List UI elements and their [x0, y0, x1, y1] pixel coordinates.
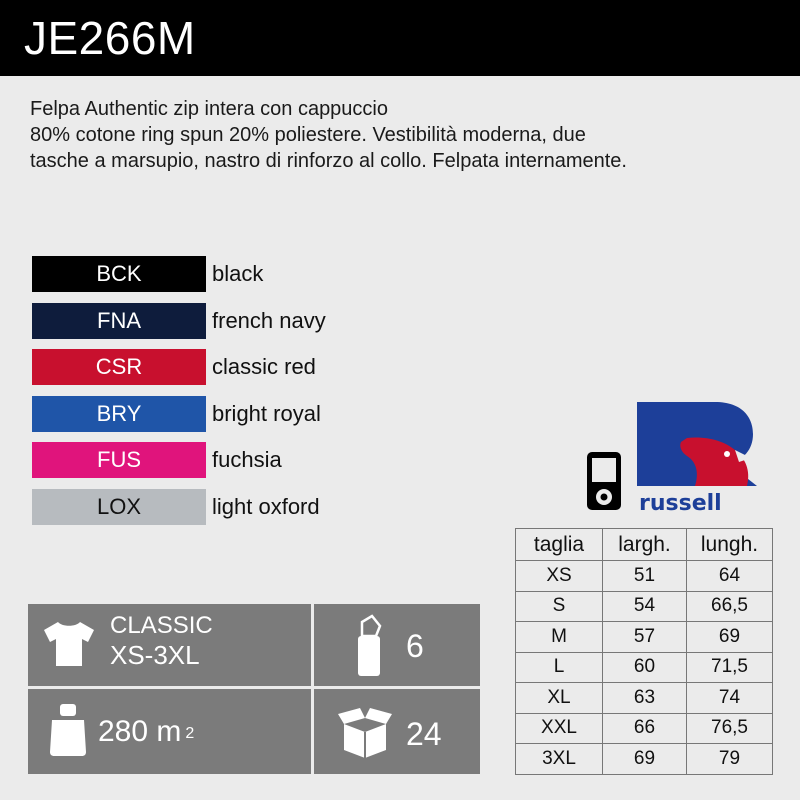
color-swatch-fus: FUS	[32, 442, 206, 478]
color-row-bry	[32, 396, 372, 432]
width-cell: 60	[603, 652, 687, 683]
header-bar	[0, 0, 800, 76]
length-cell: 74	[687, 683, 773, 714]
width-cell: 57	[603, 622, 687, 653]
color-row-bck	[32, 256, 372, 292]
color-row-lox	[32, 489, 372, 525]
size-cell: S	[516, 591, 603, 622]
size-cell: XL	[516, 683, 603, 714]
fabric-weight	[98, 712, 194, 752]
box-icon	[338, 704, 392, 758]
table-row	[516, 591, 773, 622]
size-header-lungh: lungh.	[687, 529, 773, 561]
table-row	[516, 561, 773, 592]
table-row	[516, 713, 773, 744]
weight-icon	[48, 702, 88, 758]
description-line-1: Felpa Authentic zip intera con cappuccio	[30, 98, 388, 120]
size-table	[515, 528, 773, 775]
brand-logo-area	[585, 400, 765, 516]
carton-quantity: 24	[406, 716, 442, 752]
length-cell: 79	[687, 744, 773, 775]
length-cell: 69	[687, 622, 773, 653]
color-swatch-csr: CSR	[32, 349, 206, 385]
color-swatch-lox: LOX	[32, 489, 206, 525]
size-header-taglia: taglia	[516, 529, 603, 561]
size-cell: XS	[516, 561, 603, 592]
size-cell: L	[516, 652, 603, 683]
description-line-3: tasche a marsupio, nastro di rinforzo al collo. Felpata internamente.	[30, 150, 627, 172]
spec-panel	[28, 604, 480, 774]
color-row-fus	[32, 442, 372, 478]
color-swatch-bry: BRY	[32, 396, 206, 432]
size-cell: XXL	[516, 713, 603, 744]
size-table-header-row	[516, 529, 773, 561]
tshirt-icon	[42, 620, 96, 668]
color-name-csr: classic red	[212, 354, 316, 379]
color-row-csr	[32, 349, 372, 385]
color-name-lox: light oxford	[212, 494, 320, 519]
color-name-fus: fuchsia	[212, 447, 282, 472]
spec-divider-vertical	[311, 604, 314, 774]
size-header-largh: largh.	[603, 529, 687, 561]
length-cell: 76,5	[687, 713, 773, 744]
weight-superscript: 2	[185, 725, 195, 742]
brand-wordmark: russell	[639, 491, 722, 516]
bag-icon	[354, 614, 384, 678]
width-cell: 69	[603, 744, 687, 775]
width-cell: 51	[603, 561, 687, 592]
pack-quantity: 6	[406, 628, 424, 664]
color-swatch-fna: FNA	[32, 303, 206, 339]
description-line-2: 80% cotone ring spun 20% poliestere. Vestibilità moderna, due	[30, 124, 586, 146]
weight-value: 280 m	[98, 715, 182, 748]
length-cell: 64	[687, 561, 773, 592]
table-row	[516, 622, 773, 653]
table-row	[516, 652, 773, 683]
product-code: JE266M	[24, 12, 196, 64]
color-name-bck: black	[212, 261, 264, 286]
length-cell: 71,5	[687, 652, 773, 683]
product-description	[30, 96, 780, 174]
table-row	[516, 744, 773, 775]
color-row-fna	[32, 303, 372, 339]
width-cell: 54	[603, 591, 687, 622]
color-name-bry: bright royal	[212, 401, 321, 426]
size-cell: M	[516, 622, 603, 653]
table-row	[516, 683, 773, 714]
russell-logo-icon	[635, 400, 763, 516]
color-swatch-bck: BCK	[32, 256, 206, 292]
length-cell: 66,5	[687, 591, 773, 622]
size-range: XS-3XL	[110, 640, 200, 670]
fit-label: CLASSIC	[110, 612, 213, 639]
size-cell: 3XL	[516, 744, 603, 775]
width-cell: 63	[603, 683, 687, 714]
spec-divider-horizontal	[28, 686, 480, 689]
color-name-fna: french navy	[212, 308, 326, 333]
width-cell: 66	[603, 713, 687, 744]
